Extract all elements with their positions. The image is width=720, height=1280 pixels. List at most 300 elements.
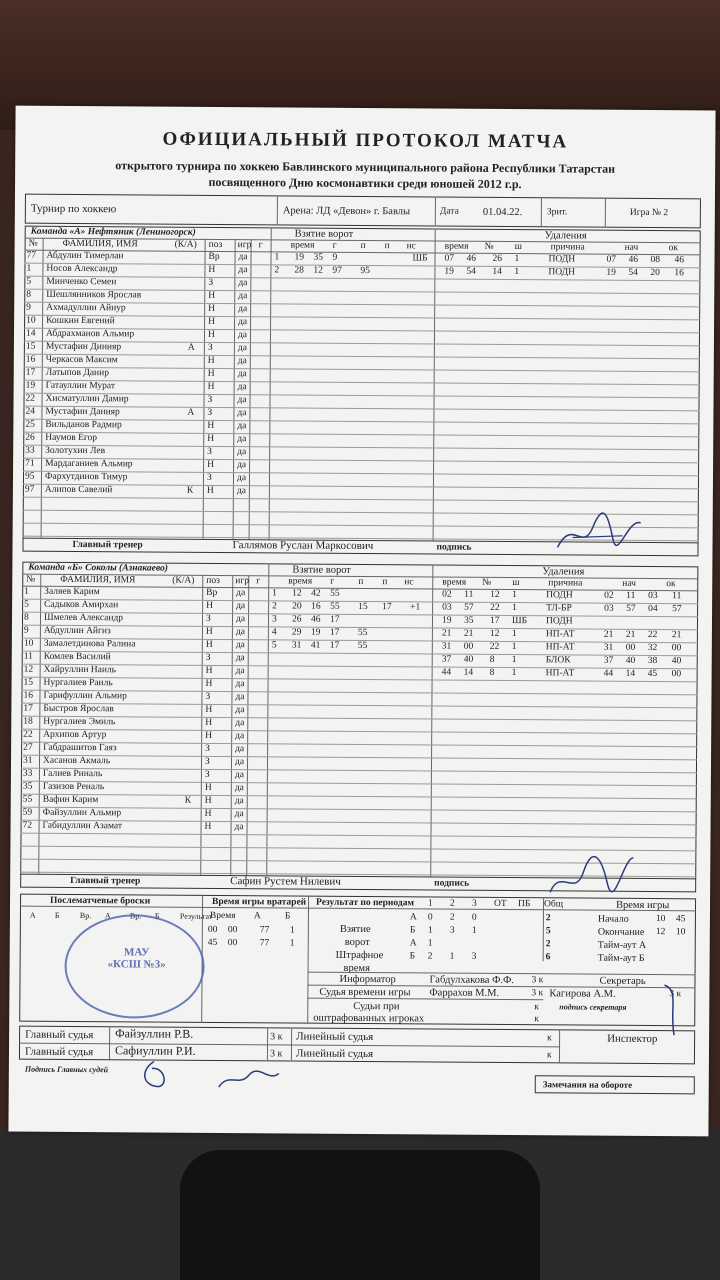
document-subtitle-2: посвященного Дню космонавтики среди юношей 2012 г.р. [208, 174, 522, 192]
period-value: 1 [427, 938, 433, 949]
teamB-player-game: да [234, 822, 244, 833]
teamB-pen-end-min: 38 [647, 655, 658, 667]
teamB-player-pos: З [205, 691, 211, 702]
teamB-goal-sec: 46 [310, 614, 321, 625]
teamA-player-name: Золотухин Лев [45, 445, 106, 457]
teamB-player-no: 59 [22, 807, 33, 818]
teamB-player-game: да [235, 614, 246, 625]
teamA-pen-player: 14 [492, 266, 502, 277]
shootout-col: Б [154, 911, 160, 921]
teamA-gh-time: время [290, 240, 315, 251]
teamB-player-game: да [234, 770, 245, 781]
teamB-goal-assist-1: 55 [357, 627, 368, 639]
teamA-pen-minutes: 1 [514, 267, 520, 278]
teamB-player-name: Заляев Карим [44, 586, 100, 598]
teamA-player-game: да [238, 265, 248, 276]
teamB-pen-end-min: 04 [648, 603, 658, 615]
teamA-player-pos: З [208, 277, 214, 288]
teamB-player-game: да [234, 796, 244, 807]
teamB-pen-minutes: 1 [511, 668, 517, 679]
teamA-player-game: да [236, 473, 247, 484]
teamA-coach-name: Галлямов Руслан Маркосович [232, 539, 374, 553]
teamB-player-pos: Н [204, 808, 212, 819]
teamB-player-game: да [234, 809, 244, 820]
teamB-player-pos: Н [205, 639, 213, 650]
teamA-player-name: Минченко Семен [46, 276, 117, 288]
teamA-ph-sh: ш [514, 242, 522, 253]
teamB-pen-min: 19 [441, 615, 452, 626]
teamB-ph-start: нач [622, 578, 637, 589]
teamB-coach-label: Главный тренер [70, 875, 141, 887]
teamB-player-pos: З [205, 652, 211, 663]
teamA-gh-p2: п [384, 241, 390, 252]
teamA-player-no: 1 [26, 263, 32, 274]
teamB-pen-reason: БЛОК [545, 655, 571, 666]
teamB-goal-num: 2 [272, 601, 277, 612]
teamB-coach-name: Сафин Рустем Нилевич [230, 875, 341, 888]
teamB-pen-player: 17 [489, 615, 500, 626]
teamB-player-no: 11 [23, 651, 33, 662]
teamA-player-pos: Н [208, 316, 215, 327]
period-col: Общ [543, 899, 564, 910]
teamB-player-name: Быстров Ярослав [43, 703, 114, 715]
teamA-player-game: да [237, 408, 247, 419]
teamB-pen-min: 02 [442, 589, 452, 600]
teamB-player-game: да [236, 588, 246, 599]
penalty-judge-label-1: Судьи при [353, 1000, 400, 1013]
teamA-player-no: 5 [26, 276, 32, 287]
teamA-player-no: 22 [25, 393, 36, 404]
teamB-pen-start-sec: 21 [625, 629, 636, 640]
teamA-coach-label: Главный тренер [72, 539, 143, 551]
teamB-title: Команда «Б» Соколы (Азнакаево) [28, 562, 168, 574]
teamB-player-name: Комлев Василий [43, 651, 111, 663]
informer-name: Габдулхакова Ф.Ф. [429, 974, 515, 987]
teamB-goal-scorer: 55 [330, 588, 340, 599]
teamA-player-name: Алипов Савелий [44, 484, 113, 496]
teamA-player-no: 71 [25, 458, 35, 469]
teamB-pen-end-sec: 40 [671, 656, 682, 667]
teamA-player-no: 16 [25, 354, 36, 365]
teamB-player-name: Нургалиев Эмиль [43, 716, 116, 728]
linesman-label-2: Линейный судья [295, 1047, 374, 1061]
document-subtitle-1: открытого турнира по хоккею Бавлинского муниципального района Республики Татарстан [115, 158, 616, 176]
teamB-pen-player: 12 [489, 628, 500, 639]
goalie-time-sec: 00 [227, 925, 238, 936]
timekeeper-label: Судья времени игры [319, 986, 411, 999]
teamB-goal-sec: 42 [311, 588, 321, 599]
game-time-title: Время игры [615, 899, 670, 912]
teamB-player-game: да [235, 744, 245, 755]
goalie-time-min: 45 [207, 937, 218, 948]
game-number: Игра № 2 [629, 207, 669, 219]
teamA-player-no: 24 [25, 406, 35, 417]
teamA-player-ka: А [187, 342, 195, 353]
teamA-pen-end-sec: 46 [674, 255, 685, 266]
teamA-player-game: да [237, 421, 247, 432]
game-time-label: Окончание [597, 926, 645, 938]
secretary-label: Секретарь [599, 975, 646, 987]
teamB-player-game: да [235, 679, 245, 690]
secretary-name: Кагирова А.М. [549, 988, 616, 1000]
spectators-label: Зрит. [546, 207, 568, 218]
periods-title: Результат по периодам [315, 897, 414, 909]
period-value: 1 [427, 925, 433, 936]
informer-category: 3 к [531, 975, 544, 986]
teamA-player-game: да [238, 278, 248, 289]
teamB-col-line [432, 564, 433, 576]
teamB-pen-min: 44 [441, 667, 452, 678]
penalty-label-2: время [343, 962, 370, 975]
teamA-player-ka: А [187, 407, 195, 418]
teamA-player-no: 9 [26, 302, 31, 313]
teamA-pen-min: 07 [444, 253, 455, 264]
game-time-min: 12 [655, 927, 666, 938]
goalie-time-col: Время [209, 910, 236, 922]
goals-label-2: ворот [344, 936, 370, 949]
teamA-pen-reason: ПОДН [548, 254, 576, 265]
teamB-ph-sh: ш [512, 578, 520, 589]
period-team: А [409, 938, 417, 949]
teamA-player-game: да [237, 434, 247, 445]
goalie-b: 1 [289, 938, 295, 949]
teamB-player-name: Гарифуллин Альмир [43, 690, 127, 702]
teamB-goal-num: 1 [272, 588, 277, 599]
teamB-player-no: 17 [23, 703, 33, 714]
teamA-gh-g: г [258, 240, 263, 251]
teamB-pen-minutes: 1 [512, 603, 517, 614]
teamB-player-no: 5 [24, 599, 29, 610]
teamB-player-no: 9 [23, 625, 29, 636]
teamB-pen-start-min: 02 [604, 590, 614, 601]
teamA-player-pos: З [207, 394, 213, 405]
penalty-judge-cat-2: к [534, 1014, 539, 1025]
teamA-player-no: 95 [24, 471, 35, 482]
teamA-pen-end-sec: 16 [674, 268, 684, 279]
teamA-player-game: да [237, 382, 247, 393]
teamA-player-game: да [237, 460, 247, 471]
teamA-col-line [271, 227, 272, 239]
teamA-player-no: 33 [25, 445, 35, 456]
teamB-player-pos: З [205, 613, 211, 624]
teamA-col-line [435, 228, 436, 240]
teamA-goal-sec: 35 [313, 252, 324, 263]
teamA-player-pos: З [207, 446, 212, 457]
period-col: 2 [449, 898, 455, 909]
teamB-goal-sec: 19 [310, 627, 321, 638]
teamA-goal-scorer: 97 [332, 265, 342, 276]
referee-sign-label: Подпись Главных судей [24, 1064, 109, 1075]
teamB-player-game: да [235, 692, 245, 703]
timekeeper-name: Фаррахов М.М. [429, 987, 500, 999]
teamB-pen-start-sec: 11 [626, 590, 636, 601]
teamB-goal-min: 31 [291, 640, 302, 651]
period-team: Б [409, 925, 416, 936]
teamA-player-no: 19 [25, 380, 36, 391]
game-time-label: Начало [597, 913, 629, 925]
teamB-pen-start-sec: 00 [625, 642, 636, 653]
tournament-name: Турнир по хоккею [30, 202, 117, 216]
teamA-penalties-title: Удаления [544, 230, 587, 242]
goals-label-1: Взятие [339, 923, 371, 936]
teamA-player-game: да [237, 369, 247, 380]
teamB-goals-title: Взятие ворот [292, 564, 351, 576]
period-value: 1 [471, 925, 477, 936]
teamB-pen-sec: 21 [463, 628, 474, 639]
teamA-pen-end-min: 08 [650, 255, 661, 266]
teamB-pen-sec: 00 [463, 641, 474, 652]
period-value: 2 [545, 913, 551, 924]
period-value: 2 [427, 951, 433, 962]
teamA-player-no: 77 [26, 250, 37, 261]
referee-2-signature [214, 1067, 284, 1092]
teamA-player-game: да [237, 395, 247, 406]
teamB-player-name: Шмелев Александр [43, 612, 124, 624]
teamA-pen-min: 19 [444, 266, 454, 277]
teamB-head-name: ФАМИЛИЯ, ИМЯ [60, 574, 136, 586]
teamA-gh-p1: п [360, 240, 366, 252]
teamA-player-game: да [236, 486, 247, 497]
teamB-player-game: да [236, 601, 246, 612]
teamA-goal-num: 2 [274, 265, 280, 276]
teamB-player-pos: Н [205, 717, 213, 728]
teamB-player-pos: Н [205, 665, 213, 676]
teamB-gh-g: г [256, 576, 261, 587]
teamA-pen-start-sec: 54 [628, 267, 638, 278]
teamA-player-no: 25 [25, 419, 35, 430]
teamB-goal-min: 20 [292, 601, 302, 612]
period-col: 3 [471, 898, 477, 909]
teamA-goals-title: Взятие ворот [294, 228, 354, 240]
teamB-player-name: Садыков Амирхан [44, 599, 119, 611]
teamB-head-game: игр [235, 576, 250, 587]
goalie-a: 77 [259, 925, 270, 936]
stamp-text-1: МАУ [123, 946, 150, 959]
teamB-pen-minutes: ШБ [511, 616, 528, 627]
teamA-player-game: да [238, 317, 248, 328]
teamB-pen-sec: 57 [464, 602, 474, 613]
goalie-time-title: Время игры вратарей [211, 896, 307, 908]
teamA-ph-end: ок [668, 243, 679, 254]
teamA-player-pos: З [206, 472, 212, 483]
teamA-player-game: да [238, 304, 248, 315]
teamA-pen-reason: ПОДН [548, 267, 576, 278]
main-referee-label-1: Главный судья [25, 1028, 94, 1042]
teamA-player-game: да [237, 343, 247, 354]
teamB-player-pos: Вр [206, 587, 218, 598]
teamA-player-name: Абдулин Тимерлан [46, 250, 124, 262]
teamA-player-name: Хисматуллин Дамир [45, 393, 129, 405]
teamB-ph-no: № [482, 577, 492, 588]
teamB-pen-end-sec: 00 [671, 643, 682, 654]
teamB-pen-start-min: 44 [603, 668, 614, 679]
teamB-player-name: Абдуллин Айгиз [43, 625, 111, 637]
teamA-pen-start-sec: 46 [628, 254, 639, 265]
goalie-b-col: Б [284, 911, 291, 922]
penalty-label-1: Штрафное [335, 949, 384, 962]
teamA-player-pos: Н [207, 381, 215, 392]
teamB-player-game: да [235, 627, 246, 638]
teamB-coach-sign-label: подпись [434, 878, 470, 889]
teamA-player-pos: Н [207, 420, 215, 431]
teamB-goal-scorer: 17 [329, 627, 340, 638]
shootout-col: Вр. [129, 911, 142, 921]
teamB-player-name: Хасанов Акмаль [42, 755, 111, 767]
teamB-goal-scorer: 55 [330, 601, 340, 612]
teamB-player-pos: Н [205, 704, 213, 715]
teamB-pen-player: 22 [490, 602, 500, 613]
teamA-ph-reason: причина [550, 242, 585, 253]
coach-a-signature [552, 507, 642, 558]
teamA-player-pos: З [207, 342, 213, 353]
teamA-gh-ns: нс [406, 241, 416, 252]
teamA-head-name: ФАМИЛИЯ, ИМЯ [62, 238, 138, 250]
teamB-goal-assist-1: 55 [357, 640, 368, 652]
teamA-head-game: игр [237, 240, 252, 251]
period-value: 0 [427, 912, 433, 923]
teamB-pen-minutes: 1 [511, 642, 517, 653]
period-team: Б [409, 951, 416, 962]
teamB-ph-reason: причина [548, 578, 583, 589]
teamA-player-name: Ахмадуллин Айнур [46, 302, 126, 314]
teamA-goal-num: 1 [274, 252, 280, 263]
teamA-player-name: Гатауллин Мурат [45, 380, 116, 392]
teamA-pen-prefix: ШБ [412, 253, 428, 264]
teamB-goal-min: 26 [291, 614, 302, 625]
teamA-player-name: Мустафин Данияр [45, 406, 120, 418]
teamB-player-name: Файзуллин Альмир [42, 807, 122, 819]
teamB-player-no: 22 [23, 729, 33, 740]
shootout-col: А [29, 910, 36, 920]
period-value: 1 [449, 951, 455, 962]
coach-b-signature [545, 847, 635, 903]
teamB-goal-min: 29 [291, 627, 302, 638]
teamB-player-no: 8 [23, 612, 29, 623]
teamA-player-pos: Н [207, 329, 215, 340]
teamB-pen-end-sec: 11 [672, 591, 682, 602]
teamB-gh-ns: нс [404, 577, 414, 588]
teamA-pen-sec: 54 [466, 266, 476, 277]
linesman-1-cat: к [547, 1033, 552, 1044]
teamA-player-no: 10 [26, 315, 36, 326]
main-referee-2-cat: 3 к [269, 1048, 283, 1060]
main-referee-2: Сафиуллин Р.И. [114, 1043, 196, 1058]
goalie-time-sec: 00 [227, 938, 238, 949]
teamB-gh-p2: п [382, 577, 388, 588]
teamB-player-no: 31 [22, 755, 33, 766]
date-label: Дата [439, 206, 459, 217]
teamB-pen-min: 03 [442, 602, 452, 613]
game-time-sec: 10 [675, 927, 686, 938]
teamA-gh-gg: г [332, 240, 337, 251]
teamB-pen-player: 8 [489, 667, 495, 678]
teamA-goal-assist-1: 95 [360, 265, 370, 277]
teamB-player-name: Газизов Реналь [42, 781, 105, 793]
teamB-goal-num: 3 [271, 614, 277, 625]
goalie-time-min: 00 [207, 924, 218, 935]
teamB-pen-start-sec: 40 [625, 655, 636, 666]
teamB-pen-reason: ПОДН [545, 616, 573, 627]
teamB-pen-start-min: 21 [603, 629, 614, 640]
teamB-player-ka: К [184, 795, 192, 806]
teamA-player-name: Кошкин Евгений [46, 315, 115, 327]
arena: Арена: ЛД «Девон» г. Бавлы [282, 205, 411, 218]
teamA-player-name: Носов Александр [46, 263, 118, 275]
teamB-pen-min: 31 [441, 641, 452, 652]
teamA-ph-no: № [484, 241, 494, 252]
teamA-player-no: 14 [25, 328, 36, 339]
inspector-label: Инспектор [607, 1032, 658, 1046]
teamB-pen-start-min: 31 [603, 642, 614, 653]
shootout-col: А [104, 911, 111, 921]
teamA-pen-start-min: 19 [606, 267, 616, 278]
teamB-player-game: да [235, 666, 245, 677]
teamB-pen-sec: 11 [464, 589, 474, 600]
teamA-player-name: Шешлянников Ярослав [46, 289, 142, 301]
game-time-sec: 45 [675, 914, 686, 925]
teamA-ph-time: время [444, 241, 469, 252]
teamB-pen-player: 22 [489, 641, 500, 652]
period-col: ОТ [493, 898, 507, 910]
teamA-player-name: Фархутдинов Тимур [44, 471, 128, 483]
teamA-player-no: 17 [25, 367, 36, 378]
teamB-player-name: Вафин Карим [42, 794, 99, 806]
teamB-goal-num: 5 [271, 640, 277, 651]
teamA-player-name: Наумов Егор [45, 432, 98, 444]
teamA-goal-min: 28 [294, 265, 304, 276]
teamB-pen-reason: НП-АТ [545, 642, 575, 653]
game-time-min: 10 [655, 914, 666, 925]
teamB-goal-min: 12 [292, 588, 302, 599]
teamB-player-name: Габидуллин Азамат [42, 820, 123, 832]
teamA-player-no: 97 [24, 484, 35, 495]
teamB-pen-sec: 40 [463, 654, 474, 665]
teamA-pen-sec: 46 [466, 253, 477, 264]
teamB-pen-player: 12 [490, 589, 500, 600]
teamA-player-pos: Н [208, 264, 216, 275]
teamB-player-pos: Н [204, 782, 212, 793]
teamA-player-pos: Н [207, 368, 215, 379]
teamB-pen-end-min: 32 [647, 642, 658, 654]
secretary-sign-label: подпись секретаря [559, 1002, 627, 1012]
teamA-title: Команда «А» Нефтяник (Лениногорск) [30, 226, 196, 238]
teamB-player-no: 1 [24, 586, 29, 597]
teamA-head-pos: поз [208, 239, 223, 251]
teamB-pen-end-sec: 00 [671, 669, 682, 680]
teamB-pen-sec: 35 [463, 615, 474, 626]
teamA-player-name: Мардаганиев Альмир [45, 458, 133, 470]
teamB-player-no: 55 [22, 794, 33, 805]
teamA-player-name: Черкасов Максим [45, 354, 118, 366]
teamB-goal-scorer: 17 [329, 614, 340, 625]
date-value: 01.04.22. [482, 206, 523, 219]
club-stamp [64, 914, 205, 1019]
teamB-player-pos: Н [205, 730, 213, 741]
period-col: ПБ [517, 899, 531, 910]
shootout-col: Б [54, 910, 60, 920]
teamA-pen-start-min: 07 [606, 254, 617, 265]
teamB-pen-end-min: 22 [647, 629, 658, 641]
teamA-player-game: да [237, 447, 247, 458]
teamB-player-no: 72 [22, 820, 33, 831]
teamB-goal-sec: 16 [311, 601, 321, 612]
teamA-head-ka: (К/А) [174, 239, 197, 250]
teamB-pen-end-sec: 57 [672, 604, 682, 615]
teamA-player-pos: Н [208, 290, 216, 301]
teamB-player-pos: З [204, 756, 210, 767]
teamA-player-pos: Н [207, 459, 214, 470]
period-value: 6 [545, 952, 551, 963]
